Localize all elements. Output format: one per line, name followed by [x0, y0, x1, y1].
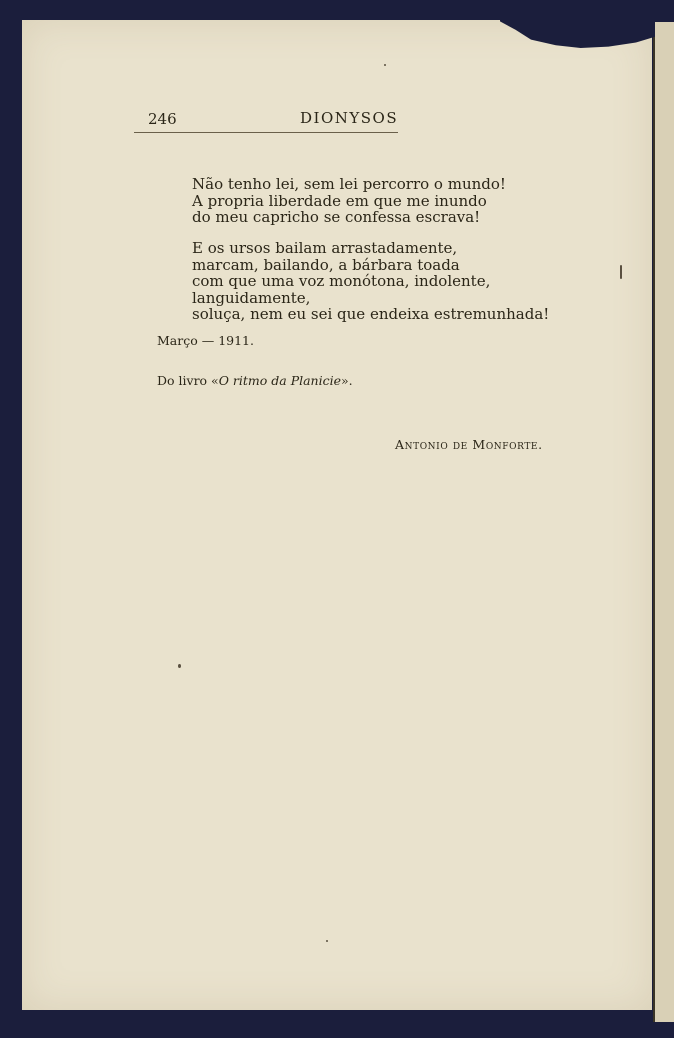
book-title: O ritmo da Planicie — [218, 373, 342, 388]
page-number: 246 — [148, 110, 177, 128]
poem-line: soluça, nem eu sei que endeixa estremunhada! — [192, 305, 550, 323]
poem-line: do meu capricho se confessa escrava! — [192, 208, 481, 226]
poem-stanza-1 — [192, 176, 506, 226]
header-rule — [134, 132, 398, 133]
source-suffix: ». — [341, 373, 353, 388]
book-page — [22, 20, 652, 1010]
source-line — [157, 373, 353, 388]
poem-line: E os ursos bailam arrastadamente, — [192, 239, 458, 257]
paper-speck — [620, 265, 622, 279]
author-signature: Antonio de Monforte. — [395, 437, 543, 452]
poem-line: languidamente, — [192, 288, 311, 307]
poem-stanza-2 — [192, 240, 549, 323]
paper-speck — [384, 64, 386, 66]
poem-line: A propria liberdade em que me inundo — [192, 191, 487, 210]
poem-line: Não tenho lei, sem lei percorro o mundo! — [192, 175, 506, 193]
poem-line: marcam, bailando, a bárbara toada — [192, 255, 460, 274]
paper-speck — [326, 940, 328, 942]
poem-line: com que uma voz monótona, indolente, — [192, 272, 491, 290]
source-prefix: Do livro « — [157, 373, 219, 388]
date-line: Março — 1911. — [157, 333, 254, 348]
next-page-edge — [653, 22, 674, 1022]
paper-speck — [178, 664, 181, 668]
running-head: DIONYSOS — [300, 109, 399, 127]
